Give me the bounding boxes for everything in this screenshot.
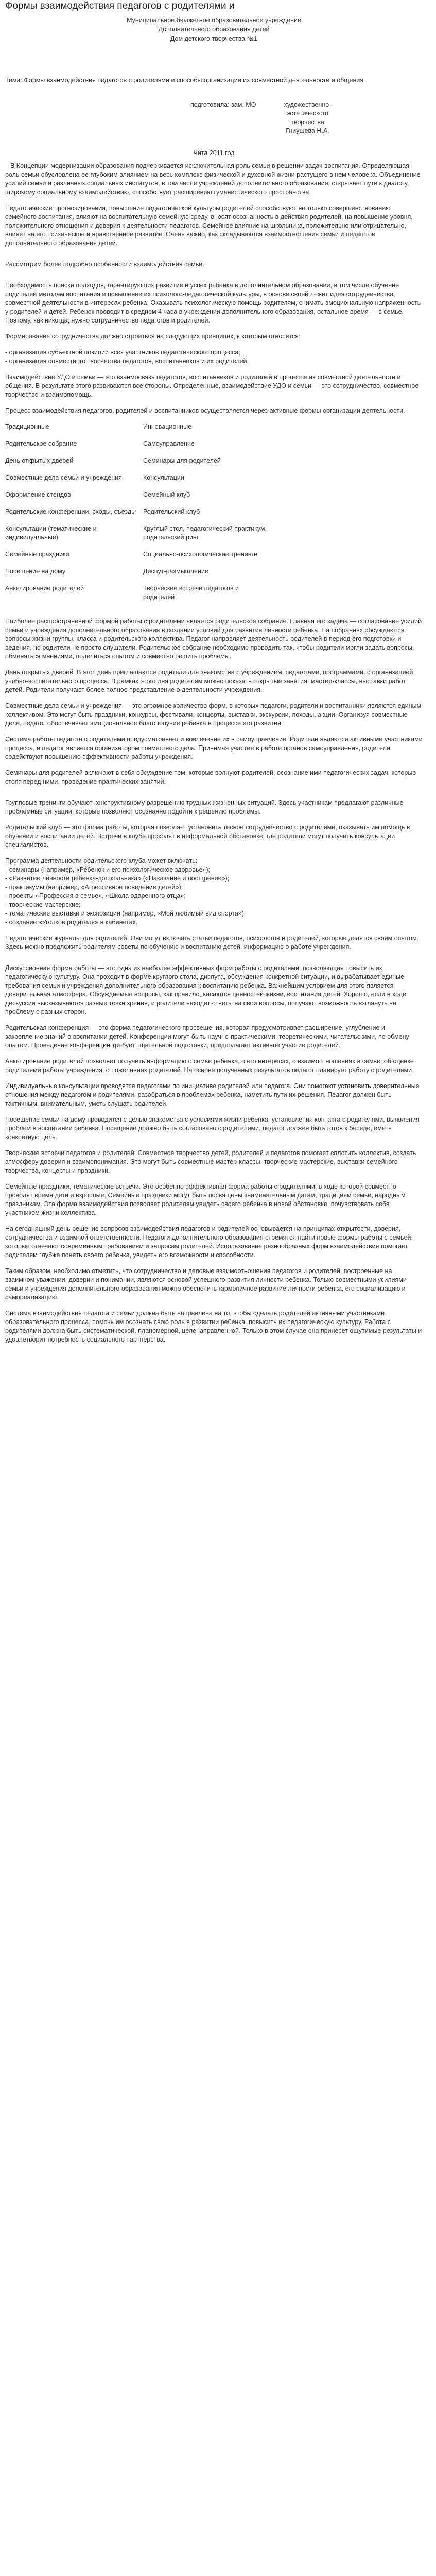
table-row <box>5 439 273 456</box>
table-cell: Семейные праздники <box>5 551 69 558</box>
paragraph: Взаимодействие УДО и семьи — это взаимосвязь педагогов, воспитанников и родителей в процессе их совместной деятельности и общения. В результате этого развиваются все стороны. Определенные, взаимодействие УДО и семьи — это сотрудничество, совместное творчество и взаимопомощь. <box>5 374 419 398</box>
table-row <box>5 524 273 550</box>
list-item: - проекты «Профессия в семье», «Школа одаренного отца»; <box>5 892 186 900</box>
paragraph: Родительский клуб — это форма работы, которая позволяет установить тесное сотрудничество с родителями, оказывать им помощь в обучении и воспитании детей. Встречи в клубе проходят в неформальной обстановке, где родители могут получить консультации специалистов. <box>5 824 410 849</box>
table-cell: Семинары для родителей <box>143 457 221 464</box>
paragraph: Таким образом, необходимо отметить, что сотрудничество и деловые взаимоотношения педагогов и родителей, построенные на взаимном уважении, доверии и понимании, являются основой успешного развития личности ребенка. Только совместными усилиями семьи и учреждения дополнительного образования можно обеспечить гармоничное развитие личности ребенка, его социализацию и самореализацию. <box>5 1267 407 1301</box>
paragraph: В Концепции модернизации образования подчеркивается исключительная роль семьи в решении задач воспитания. Определяющая роль семьи обусловлена ее глубоким влиянием на весь комплекс физической и духовной жизни растущего в нем человека. Объединение усилий семьи и различных социальных институтов, в том числе учреждений дополнительного образования, открывает пути к диалогу, широкому социальному взаимодействию, способствует расширению гуманистического пространства. <box>5 162 421 196</box>
table-cell: Консультации (тематические и индивидуальные) <box>5 525 97 541</box>
paragraph: Групповые тренинги обучают конструктивному разрешению трудных жизненных ситуаций. Здесь участникам предлагают различные проблемные ситуации, которые позволяют осознанно подойти к решению проблемы. <box>5 799 404 815</box>
author-dept: художественно-эстетического <box>284 101 332 117</box>
list-item: - тематические выставки и экспозиции (например, «Мой любимый вид спорта»); <box>5 910 246 917</box>
table-cell: Посещение на дому <box>5 568 66 575</box>
paragraph: Семинары для родителей включают в себя обсуждение тем, которые волнуют родителей, осознание ими педагогических задач, которые стоят перед ними, проведение практических занятий. <box>5 769 416 785</box>
paragraph: Родительская конференция — это форма педагогического просвещения, которая предусматривает расширение, углубление и закрепление знаний о воспитании детей. Конференции могут быть научно-практическими, теоретическими, читательскими, по обмену опытом. Проведение конференции требует тщательной подготовки, предполагает активное участие родителей. <box>5 1024 409 1049</box>
paragraph: На сегодняшний день решение вопросов взаимодействия педагогов и родителей основывается на принципах открытости, доверия, сотрудничества и взаимной ответственности. Педагоги дополнительного образования стремятся найти новые формы работы с семьей, которые отвечают современным требованиям и запросам родителей. Использование разнообразных форм взаимодействия помогает родителям глубже понять своего ребенка, увидеть его возможности и способности. <box>5 1225 413 1259</box>
header-line: Муниципальное бюджетное образовательное учреждение <box>127 16 301 24</box>
paragraph: Наиболее распространенной формой работы с родителями является родительское собрание. Главная его задача — согласование усилий семьи и учреждения дополнительного образования в создании условий для развития личности ребенка. На собраниях обсуждаются вопросы жизни группы, класса и родительского коллектива. Педагог направляет деятельность родителей в период его подготовки и ведения, но родители не просто слушатели. Родительское собрание необходимо проводить так, чтобы родители могли задать вопросы, обменяться мнениями, поделиться опытом и совместно решить проблемы. <box>5 618 422 660</box>
table-cell: Родительские конференции, сходы, съезды <box>5 508 136 515</box>
table-cell: Родительское собрание <box>5 440 77 447</box>
table-row <box>5 422 273 439</box>
table-row <box>5 550 273 567</box>
author-block <box>190 100 423 135</box>
table-cell: Консультации <box>143 474 184 481</box>
table-cell: Самоуправление <box>143 440 195 447</box>
principle-item: - организация совместного творчества педагогов, воспитанников и их родителей. <box>5 358 249 365</box>
author-name: Гниушева Н.А. <box>286 127 329 134</box>
table-cell: Семейный клуб <box>143 491 190 498</box>
list-item: - создание «Уголков родителя» в кабинетах. <box>5 919 138 926</box>
paragraph: Формирование сотрудничества должно строиться на следующих принципах, к которым относятся: <box>5 333 301 340</box>
table-row <box>5 567 273 584</box>
institution-header <box>5 15 423 43</box>
paragraph: День открытых дверей. В этот день приглашаются родители для знакомства с учреждением, педагогами, программами, с организацией учебно-воспитательного процесса. В рамках этого дня родителям можно показать открытые занятия, мастер-классы, выставки работ детей. Родители получают более полное представление о деятельности учреждения. <box>5 669 413 693</box>
list-item: - творческие мастерские; <box>5 901 81 908</box>
paragraph: Необходимость поиска подходов, гарантирующих развитие и успех ребенка в дополнительном образовании, в том числе обучение родителей методам воспитания и повышение их психолого-педагогической культуры, в основе своей лежит идея сотрудничества, совместной деятельности в интересах ребенка. Оказывать психологическую помощь родителям, снимать эмоциональную напряженность у родителей и детей. Ребенок проводит в среднем 4 часа в учреждении дополнительного образования, остальное время — в семье. Поэтому, как никогда, нужно сотрудничество педагогов и родителей. <box>5 282 421 324</box>
table-cell: Совместные дела семьи и учреждения <box>5 474 122 481</box>
author-dept-2: творчества <box>291 118 324 126</box>
table-cell: Анкетирование родителей <box>5 585 84 592</box>
table-row <box>5 507 273 524</box>
paragraph: Семейные праздники, тематические встречи. Это особенно эффективная форма работы с родителями, в ходе которой совместно проводят время дети и взрослые. Семейные праздники могут быть посвящены знаменательным датам, традициям семьи, народным праздникам. Эта форма взаимодействия позволяет родителям увидеть своего ребенка в новой обстановке, почувствовать себя участником жизни коллектива. <box>5 1183 406 1216</box>
list-item: - практикумы (например, «Агрессивное поведение детей»); <box>5 884 183 891</box>
table-cell: Оформление стендов <box>5 491 71 498</box>
header-line: Дополнительного образования детей <box>158 26 270 33</box>
paragraph: Система работы педагога с родителями предусматривает и вовлечение их в самоуправление. Родители являются активными участниками процесса, и педагог является организатором совместного дела. Принимая участие в работе органов самоуправления, родители содействуют повышению эффективности работы учреждения. <box>5 736 423 760</box>
table-cell: День открытых дверей <box>5 457 74 464</box>
table-row <box>5 584 273 610</box>
header-line: Дом детского творчества №1 <box>170 35 258 42</box>
paragraph: Творческие встречи педагогов и родителей. Совместное творчество детей, родителей и педагогов помогает сплотить коллектив, создать атмосферу доверия и взаимопонимания. Это могут быть совместные мастер-классы, творческие мастерские, выставки семейного творчества, концерты и праздники. <box>5 1149 416 1174</box>
paragraph: Процесс взаимодействия педагогов, родителей и воспитанников осуществляется через активные формы организации деятельности. <box>5 407 405 414</box>
paragraph: Система взаимодействия педагога и семьи должна быть направлена на то, чтобы сделать родителей активными участниками образовательного процесса, помочь им осознать свою роль в развитии ребенка, повысить их педагогическую культуру. Работа с родителями должна быть систематической, планомерной, целенаправленной. Только в этом случае она принесет ощутимые результаты и удовлетворит потребность социального партнерства. <box>5 1310 422 1343</box>
table-cell: Диспут-размышление <box>143 568 208 575</box>
author-role: подготовила: зам. МО <box>190 101 256 108</box>
paragraph: Индивидуальные консультации проводятся педагогами по инициативе родителей или педагога. Они помогают установить доверительные отношения между педагогом и родителями, разобраться в проблемах ребенка, наметить пути их решения. Педагог должен быть тактичным, внимательным, уметь слушать родителей. <box>5 1082 420 1107</box>
paragraph: Педагогические прогнозирования, повышение педагогической культуры родителей способствуют не только совершенствованию семейного воспитания, влияют на воспитательную семейную среду, вносят осознанность в действия родителей, на повышение уровня, положительного отношения и доверия к деятельности педагогов. Семейное влияние на школьника, положительно или отрицательно, влияет на его психическое и нравственное развитие. Очень важно, как складываются взаимоотношения семьи и педагогов дополнительного образования детей. <box>5 205 413 247</box>
table-cell: Родительский клуб <box>143 508 200 515</box>
theme-text: Тема: Формы взаимодействия педагогов с родителями и способы организации их совместной деятельности и общения <box>5 77 364 84</box>
list-item: - «Развитие личности ребенка-дошкольника» («Наказание и поощрение»); <box>5 875 230 882</box>
paragraph: Программа деятельности родительского клуба может включать: <box>5 857 198 865</box>
principle-item: - организация субъектной позиции всех участников педагогического процесса; <box>5 349 240 356</box>
paragraph: Анкетирование родителей позволяет получить информацию о семье ребенка, о его интересах, о взаимоотношениях в семье, об оценке родителями работы учреждения, о пожеланиях родителей. На основе полученных результатов педагог планирует работу с родителями. <box>5 1058 414 1074</box>
paragraph: Рассмотрим более подробно особенности взаимодействия семьи. <box>5 261 204 268</box>
list-item: - семинары (например, «Ребенок и его психологическое здоровье»); <box>5 866 210 873</box>
table-row <box>5 456 273 473</box>
table-cell: Инновационные <box>143 423 192 430</box>
table-cell: Социально-психологические тренинги <box>143 551 258 558</box>
table-cell: Круглый стол, педагогический практикум, родительский ринг <box>143 525 267 541</box>
paragraph: Совместные дела семьи и учреждения — это огромное количество форм, в которых педагоги, родители и воспитанники являются единым коллективом. Это могут быть праздники, конкурсы, фестивали, концерты, выставки, экскурсии, походы, акции. Организуя совместные дела, педагог обеспечивает эмоциональное благополучие ребенка в процессе его развития. <box>5 702 422 727</box>
club-program-list <box>5 866 423 927</box>
city-year: Чита 2011 год <box>193 149 235 157</box>
paragraph: Дискуссионная форма работы — это одна из наиболее эффективных форм работы с родителями, позволяющая повысить их педагогическую культуру. Она проходит в форме круглого стола, диспута, обсуждения конкретной ситуации, и вырабатывает единые требования семьи и учреждения дополнительного образования к воспитанию ребенка. Важнейшим условием для этого является доверительная атмосфера. Обсуждаемые вопросы, как правило, касаются ценностей жизни, воспитания детей. Хорошо, если в ходе дискуссии высказываются разные точки зрения, и родители находят ответы на свои вопросы, получают возможность взглянуть на проблему с разных сторон. <box>5 964 406 1015</box>
page-title: Формы взаимодействия педагогов с родителями и <box>5 1 235 11</box>
paragraph: Посещение семьи на дому проводится с целью знакомства с условиями жизни ребенка, установления контакта с родителями, выявления проблем в воспитании ребенка. Посещение должно быть согласовано с родителями, педагог должен быть готов к беседе, иметь конкретную цель. <box>5 1116 420 1141</box>
table-row <box>5 473 273 490</box>
paragraph: Педагогические журналы для родителей. Они могут включать статьи педагогов, психологов и родителей, которые делятся своим опытом. Здесь можно предложить родителям советы по обучению и воспитанию детей, информацию о работе учреждения. <box>5 935 419 951</box>
table-cell: Творческие встречи педагогов и родителей <box>143 585 239 601</box>
table-cell: Традиционные <box>5 423 49 430</box>
forms-table <box>5 422 273 610</box>
table-row <box>5 490 273 507</box>
